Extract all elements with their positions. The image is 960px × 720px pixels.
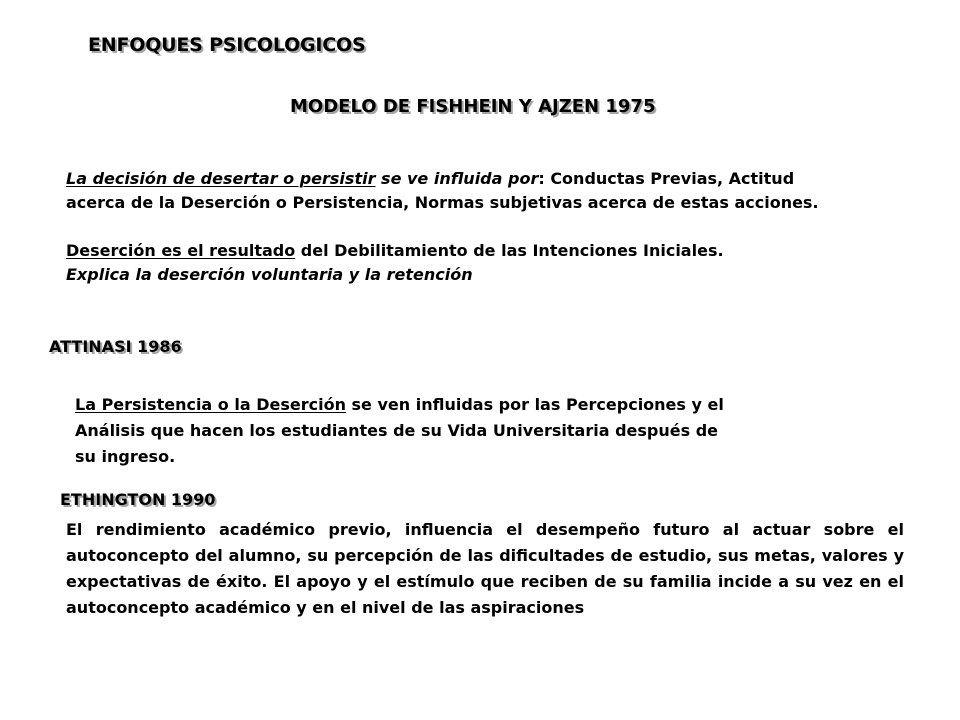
attinasi-line-1-underlined: La Persistencia o la Deserción: [75, 395, 346, 414]
fishbein-line-3-rest: del Debilitamiento de las Intenciones Iniciales.: [295, 241, 724, 260]
ethington-description: El rendimiento académico previo, influencia el desempeño futuro al actuar sobre el autoconcepto del alumno, su percepción de las dificultades de estudio, sus metas, valores y expectativas de éxito. El apoyo y el estímulo que reciben de su familia incide a su vez en el autoconcepto académico y en el nivel de las aspiraciones: [66, 520, 904, 617]
attinasi-line-3: su ingreso.: [75, 447, 176, 466]
fishbein-line-1-underlined: La decisión de desertar o persistir: [66, 169, 376, 188]
page-title: ENFOQUES PSICOLOGICOS: [88, 34, 366, 56]
fishbein-heading: MODELO DE FISHHEIN Y AJZEN 1975: [290, 96, 656, 117]
attinasi-line-2: Análisis que hacen los estudiantes de su Vida Universitaria después de: [75, 421, 719, 440]
fishbein-description: [66, 167, 958, 287]
attinasi-description: [75, 392, 845, 470]
fishbein-line-4: Explica la deserción voluntaria y la retención: [66, 265, 473, 284]
fishbein-line-2: acerca de la Deserción o Persistencia, Normas subjetivas acerca de estas acciones.: [66, 193, 819, 212]
ethington-heading: ETHINGTON 1990: [60, 490, 216, 509]
fishbein-line-1-italic: se ve influida por: [375, 169, 539, 188]
attinasi-line-1-rest: se ven influidas por las Percepciones y el: [345, 395, 724, 414]
fishbein-line-3: [66, 239, 958, 263]
fishbein-line-1: [66, 167, 958, 191]
attinasi-heading: ATTINASI 1986: [49, 337, 182, 356]
fishbein-line-1-rest: : Conductas Previas, Actitud: [538, 169, 795, 188]
paragraph-gap: [66, 215, 958, 239]
attinasi-line-1: [75, 392, 845, 418]
fishbein-line-3-underlined: Deserción es el resultado: [66, 241, 296, 260]
